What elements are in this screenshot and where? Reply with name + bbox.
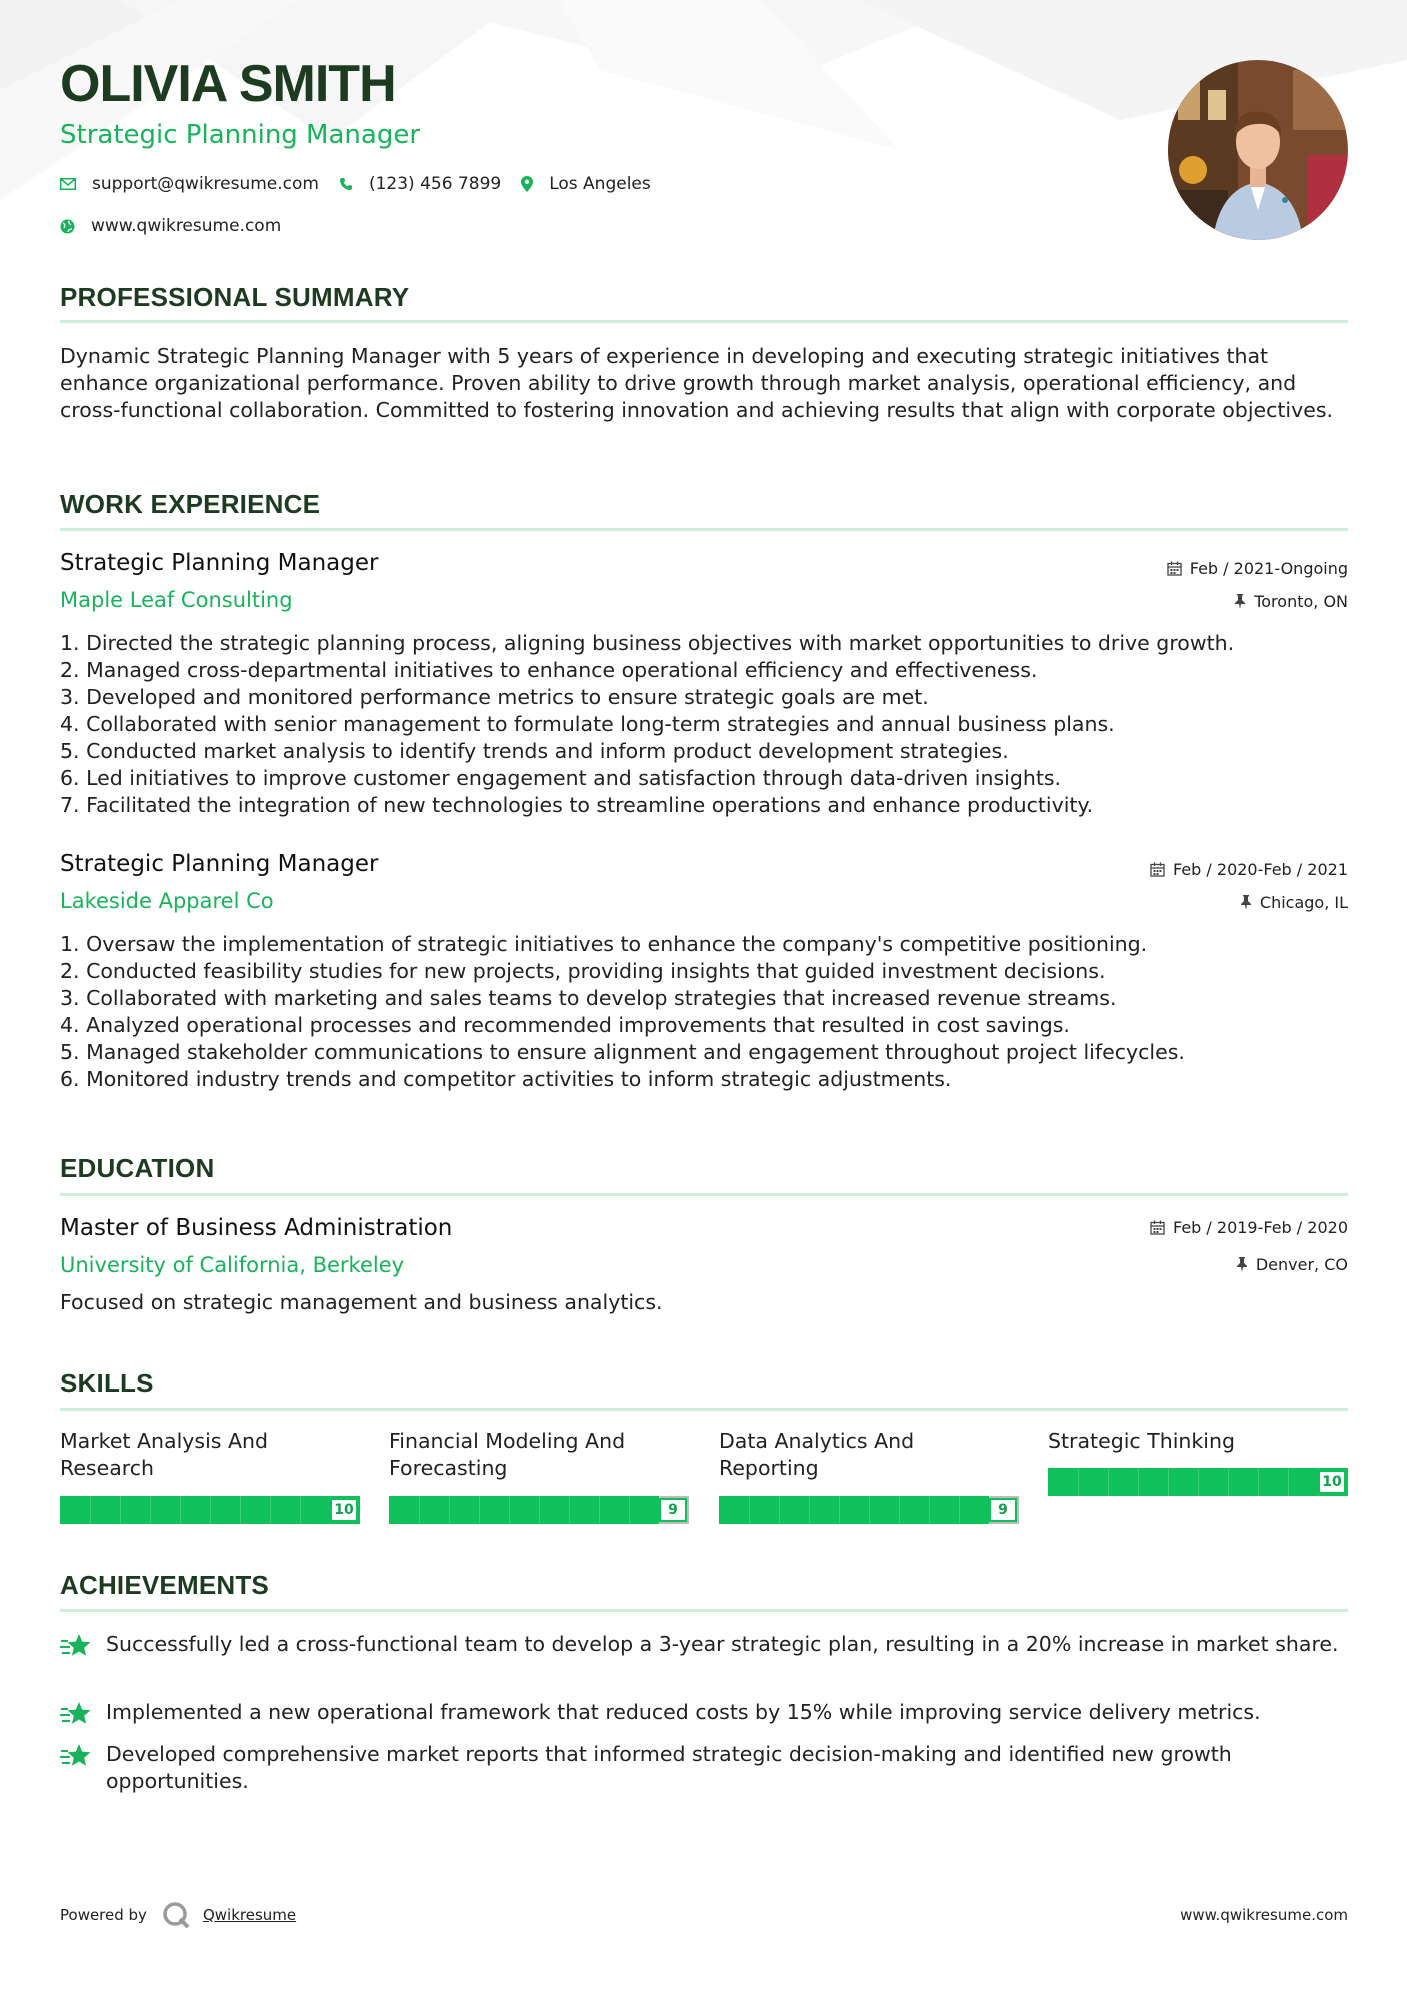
footer-url[interactable]: www.qwikresume.com: [1180, 1906, 1348, 1924]
achievement-item: [60, 1741, 1350, 1795]
section-divider: [60, 320, 1348, 323]
section-divider: [60, 1408, 1348, 1411]
phone-text: (123) 456 7899: [368, 174, 502, 194]
skill-bar-fill: [389, 1496, 659, 1524]
list-item: 1. Directed the strategic planning process, aligning business objectives with market opportunities to drive growth.: [60, 631, 1235, 655]
skill-bar-segment: [869, 1496, 870, 1524]
section-divider: [60, 1609, 1348, 1612]
skill-bar-segment: [509, 1496, 510, 1524]
list-item: 4. Analyzed operational processes and recommended improvements that resulted in cost savings.: [60, 1013, 1070, 1037]
skill-bar-segment: [90, 1496, 91, 1524]
list-item: 5. Conducted market analysis to identify trends and inform product development strategies.: [60, 739, 1009, 763]
education-location: [1236, 1255, 1348, 1274]
skill-bar-segment: [599, 1496, 600, 1524]
education-description: Focused on strategic management and business analytics.: [60, 1290, 663, 1314]
skill-score: 9: [989, 1498, 1017, 1522]
skill-score: 10: [330, 1498, 358, 1522]
job-title: Strategic Planning Manager: [60, 851, 379, 877]
skill-bar-segment: [150, 1496, 151, 1524]
skill-label: Strategic Thinking: [1048, 1429, 1235, 1453]
school-name: University of California, Berkeley: [60, 1253, 405, 1277]
list-item: 1. Oversaw the implementation of strategic initiatives to enhance the company's competitive positioning.: [60, 932, 1148, 956]
section-title-experience: WORK EXPERIENCE: [60, 489, 321, 519]
section-title-skills: SKILLS: [60, 1368, 154, 1398]
skill-bar-segment: [929, 1496, 930, 1524]
skill-bar-segment: [1288, 1468, 1289, 1496]
location-item: [521, 174, 651, 194]
list-item: 5. Managed stakeholder communications to ensure alignment and engagement throughout project lifecycles.: [60, 1040, 1185, 1064]
skill-bar-segment: [959, 1496, 960, 1524]
phone-icon: [339, 177, 353, 191]
skill-bar-segment: [1228, 1468, 1229, 1496]
calendar-icon: [1167, 561, 1182, 576]
company-name: Maple Leaf Consulting: [60, 588, 293, 612]
achievement-text: Successfully led a cross-functional team to develop a 3-year strategic plan, resulting in a 20% increase in market share.: [106, 1632, 1339, 1656]
section-divider: [60, 528, 1348, 531]
skill-bar-segment: [1078, 1468, 1079, 1496]
location-text: Los Angeles: [549, 174, 651, 194]
candidate-name: OLIVIA SMITH: [60, 55, 396, 113]
skill-bar-segment: [629, 1496, 630, 1524]
skill-bar-fill: [719, 1496, 989, 1524]
skill-bar: [60, 1496, 360, 1524]
calendar-icon: [1150, 1220, 1165, 1235]
skill-bar-segment: [240, 1496, 241, 1524]
section-title-education: EDUCATION: [60, 1153, 215, 1183]
job-dates: [1150, 860, 1348, 879]
job-dates-text: Feb / 2021-Ongoing: [1189, 559, 1348, 578]
job-location: [1240, 893, 1348, 912]
list-item: 3. Collaborated with marketing and sales teams to develop strategies that increased revenue streams.: [60, 986, 1117, 1010]
job-dates-text: Feb / 2020-Feb / 2021: [1173, 860, 1348, 879]
phone-item: [339, 174, 501, 194]
footer-powered-by: [60, 1900, 296, 1930]
skill-bar-segment: [210, 1496, 211, 1524]
skill-label: Data Analytics And Reporting: [719, 1429, 915, 1480]
education-dates-text: Feb / 2019-Feb / 2020: [1173, 1218, 1348, 1237]
skill-bar-segment: [1168, 1468, 1169, 1496]
skill-bar-segment: [270, 1496, 271, 1524]
skill-score: 9: [659, 1498, 687, 1522]
list-item: 6. Monitored industry trends and competitor activities to inform strategic adjustments.: [60, 1067, 952, 1091]
skill-bar-segment: [1198, 1468, 1199, 1496]
candidate-title: Strategic Planning Manager: [60, 120, 421, 150]
summary-text: Dynamic Strategic Planning Manager with 5 years of experience in developing and executing strategic initiatives that enhance organizational performance. Proven ability to drive growth through market analysis, operational efficiency, and cross-functional collaboration. Committed to fostering innovation and achieving results that align with corporate objectives.: [60, 344, 1334, 422]
job-title: Strategic Planning Manager: [60, 550, 379, 576]
list-item: 3. Developed and monitored performance metrics to ensure strategic goals are met.: [60, 685, 929, 709]
envelope-icon: [60, 178, 76, 190]
skill-bar-segment: [180, 1496, 181, 1524]
skill-bar-segment: [1138, 1468, 1139, 1496]
skill-item: [60, 1428, 360, 1518]
achievement-text: Developed comprehensive market reports that informed strategic decision-making and identified new growth opportunities.: [106, 1742, 1232, 1793]
skill-bar-segment: [300, 1496, 301, 1524]
globe-icon: [60, 219, 75, 234]
pushpin-icon: [1234, 594, 1246, 609]
calendar-icon: [1150, 862, 1165, 877]
skill-bar-segment: [809, 1496, 810, 1524]
shooting-star-icon: [60, 1633, 92, 1659]
list-item: 7. Facilitated the integration of new technologies to streamline operations and enhance productivity.: [60, 793, 1094, 817]
skill-item: [1048, 1428, 1348, 1490]
job-location: [1234, 592, 1348, 611]
achievement-item: [60, 1631, 1350, 1659]
degree-title: Master of Business Administration: [60, 1215, 453, 1241]
skill-bar-segment: [779, 1496, 780, 1524]
job-location-text: Chicago, IL: [1259, 893, 1348, 912]
skill-label: Market Analysis And Research: [60, 1429, 268, 1480]
section-title-achievements: ACHIEVEMENTS: [60, 1570, 269, 1600]
education-dates: [1150, 1218, 1348, 1237]
job-bullets: [60, 630, 1350, 819]
skill-item: [389, 1428, 689, 1518]
skill-bar: [719, 1496, 1019, 1524]
powered-by-label: Powered by: [60, 1906, 147, 1924]
skill-bar-segment: [539, 1496, 540, 1524]
list-item: 4. Collaborated with senior management to formulate long-term strategies and annual business plans.: [60, 712, 1115, 736]
achievement-item: [60, 1699, 1350, 1727]
skill-bar-segment: [479, 1496, 480, 1524]
shooting-star-icon: [60, 1743, 92, 1769]
list-item: 6. Led initiatives to improve customer engagement and satisfaction through data-driven insights.: [60, 766, 1062, 790]
footer-brand-link[interactable]: Qwikresume: [202, 1906, 297, 1924]
email-item: [60, 174, 319, 194]
company-name: Lakeside Apparel Co: [60, 889, 274, 913]
skill-label: Financial Modeling And Forecasting: [389, 1429, 626, 1480]
skill-bar-segment: [569, 1496, 570, 1524]
skill-bar-segment: [839, 1496, 840, 1524]
pushpin-icon: [1240, 895, 1252, 910]
skill-score: 10: [1318, 1470, 1346, 1494]
skill-bar-segment: [449, 1496, 450, 1524]
website-row: [60, 216, 301, 236]
list-item: 2. Managed cross-departmental initiatives to enhance operational efficiency and effectiveness.: [60, 658, 1038, 682]
email-text[interactable]: support@qwikresume.com: [92, 174, 319, 194]
section-title-summary: PROFESSIONAL SUMMARY: [60, 282, 410, 312]
skill-bar: [389, 1496, 689, 1524]
skill-bar-segment: [899, 1496, 900, 1524]
avatar-illustration: [1168, 60, 1348, 240]
education-location-text: Denver, CO: [1255, 1255, 1348, 1274]
section-divider: [60, 1193, 1348, 1196]
skill-bar-segment: [120, 1496, 121, 1524]
website-text[interactable]: www.qwikresume.com: [91, 216, 282, 236]
qwikresume-logo-icon: [161, 1900, 191, 1930]
shooting-star-icon: [60, 1701, 92, 1727]
job-location-text: Toronto, ON: [1254, 592, 1348, 611]
skill-bar-segment: [1108, 1468, 1109, 1496]
skill-bar: [1048, 1468, 1348, 1496]
skill-bar-segment: [419, 1496, 420, 1524]
map-marker-icon: [521, 176, 533, 192]
achievement-text: Implemented a new operational framework that reduced costs by 15% while improving service delivery metrics.: [106, 1700, 1261, 1724]
skill-bar-segment: [749, 1496, 750, 1524]
job-bullets: [60, 931, 1350, 1093]
profile-photo: [1168, 60, 1348, 240]
website-item: [60, 216, 281, 236]
list-item: 2. Conducted feasibility studies for new projects, providing insights that guided investment decisions.: [60, 959, 1106, 983]
job-dates: [1167, 559, 1348, 578]
pushpin-icon: [1236, 1257, 1248, 1272]
contact-row: [60, 174, 671, 194]
skill-item: [719, 1428, 1019, 1518]
skill-bar-segment: [1258, 1468, 1259, 1496]
